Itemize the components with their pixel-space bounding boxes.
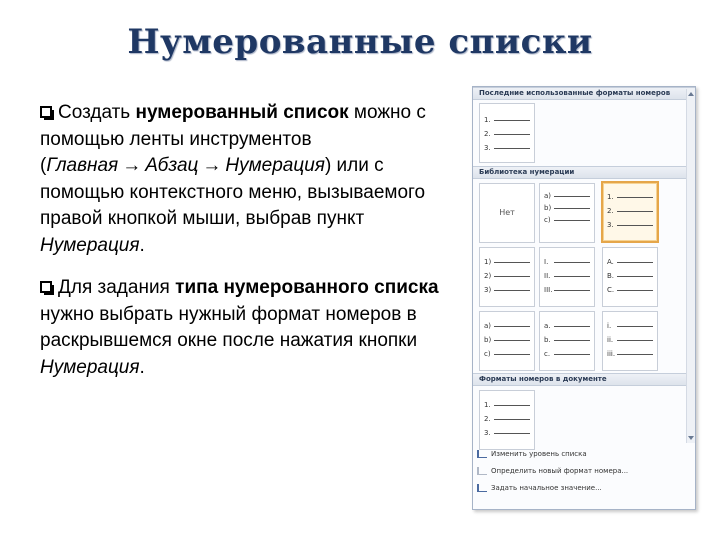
tile-rule <box>494 148 530 149</box>
tile-label: 3. <box>607 221 614 229</box>
tile-rule <box>554 262 590 263</box>
tile-rule <box>617 326 653 327</box>
tile-label: B. <box>607 272 615 280</box>
menu-item-label: Изменить уровень списка <box>491 450 587 458</box>
menu-item-label: Определить новый формат номера... <box>491 467 629 475</box>
tile-label: 3. <box>484 144 491 152</box>
tile-rule <box>494 326 530 327</box>
p1-bold-numbered-list: нумерованный список <box>135 102 349 123</box>
tile-label: III. <box>544 286 553 294</box>
tile-rule <box>554 340 590 341</box>
numbering-tile-letters-dot[interactable] <box>539 311 595 371</box>
p1-italic-numbering: Нумерация <box>225 155 325 176</box>
numbering-tile-letters-paren[interactable] <box>539 183 595 243</box>
tile-rule <box>617 262 653 263</box>
numbering-tile-letters-paren-2[interactable] <box>479 311 535 371</box>
define-new-format-menu-item[interactable] <box>477 464 693 478</box>
tile-label: c) <box>484 350 491 358</box>
recent-formats-header: Последние использованные форматы номеров <box>473 87 695 100</box>
numbering-tile-none[interactable] <box>479 183 535 243</box>
tile-label: a) <box>544 192 552 200</box>
tile-label: 1. <box>607 193 614 201</box>
tile-rule <box>617 290 653 291</box>
tile-label: i. <box>607 322 612 330</box>
arrow-icon: → <box>122 155 142 176</box>
tile-rule <box>617 340 653 341</box>
tile-rule <box>494 290 530 291</box>
numbering-tile-upper-letters[interactable] <box>602 247 658 307</box>
tile-label: 1) <box>484 258 492 266</box>
menu-item-label: Задать начальное значение... <box>491 484 602 492</box>
p1-period: . <box>139 234 145 256</box>
tile-label: A. <box>607 258 614 266</box>
tile-label: II. <box>544 272 551 280</box>
tile-label: 2) <box>484 272 492 280</box>
change-list-level-menu-item[interactable] <box>477 447 693 461</box>
scroll-up-icon[interactable] <box>688 92 694 96</box>
tile-rule <box>494 134 530 135</box>
numbering-library-grid <box>473 179 695 373</box>
slide-body <box>40 100 465 381</box>
tile-rule <box>554 196 590 197</box>
paragraph-2 <box>40 275 465 381</box>
tile-rule <box>494 276 530 277</box>
tile-rule <box>494 419 530 420</box>
tile-label: 1. <box>484 116 491 124</box>
p1-text-c: можно с помощью ленты инструментов ( <box>40 102 426 176</box>
p1-italic-numbering-item: Нумерация <box>40 234 140 256</box>
checkbox-bullet-icon <box>40 106 52 118</box>
tile-label: 1. <box>484 401 491 409</box>
slide-title: Нумерованные списки <box>127 22 593 62</box>
tile-label: 2. <box>607 207 614 215</box>
tile-rule <box>494 340 530 341</box>
tile-rule <box>494 405 530 406</box>
gallery-menu <box>473 447 695 509</box>
tile-label: c. <box>544 350 551 358</box>
tile-label: c) <box>544 216 551 224</box>
tile-rule <box>494 354 530 355</box>
tile-label: 3. <box>484 429 491 437</box>
tile-rule <box>554 276 590 277</box>
recent-formats-grid <box>473 100 695 166</box>
tile-label: iii. <box>607 350 616 358</box>
checkbox-bullet-icon <box>40 281 52 293</box>
numbering-tile-lower-roman[interactable] <box>602 311 658 371</box>
p1-text-g: ) или с помощью контекстного меню, вызываемого правой кнопкой мыши, выбрав пункт <box>40 155 426 229</box>
numbering-tile-document[interactable] <box>479 390 535 450</box>
p2-period: . <box>139 356 145 378</box>
tile-label: I. <box>544 258 549 266</box>
tile-label: b) <box>484 336 492 344</box>
p2-italic-numbering: Нумерация <box>40 356 140 378</box>
none-label: Нет <box>499 208 515 217</box>
p1-italic-paragraph: Абзац <box>145 155 199 176</box>
tile-label: a. <box>544 322 551 330</box>
tile-label: ii. <box>607 336 614 344</box>
p2-text-a: Для задания <box>58 277 176 298</box>
tile-rule <box>554 354 590 355</box>
tile-rule <box>617 197 653 198</box>
tile-rule <box>494 120 530 121</box>
list-level-icon <box>477 450 487 458</box>
tile-label: b. <box>544 336 551 344</box>
tile-rule <box>554 290 590 291</box>
tile-label: 2. <box>484 415 491 423</box>
numbering-library-header: Библиотека нумерации <box>473 166 695 179</box>
tile-rule <box>617 211 653 212</box>
numbering-tile-digits-selected[interactable] <box>601 181 659 243</box>
tile-rule <box>617 225 653 226</box>
document-formats-header: Форматы номеров в документе <box>473 373 695 386</box>
tile-rule <box>494 262 530 263</box>
numbering-gallery <box>472 86 696 510</box>
arrow-icon: → <box>202 155 222 176</box>
new-format-icon <box>477 467 487 475</box>
tile-label: 2. <box>484 130 491 138</box>
tile-rule <box>554 208 590 209</box>
tile-label: C. <box>607 286 615 294</box>
numbering-tile-recent[interactable] <box>479 103 535 163</box>
p1-italic-home: Главная <box>46 155 119 176</box>
start-value-icon <box>477 484 487 492</box>
document-formats-grid <box>473 386 695 452</box>
tile-rule <box>617 354 653 355</box>
tile-rule <box>554 220 590 221</box>
set-start-value-menu-item[interactable] <box>477 481 693 495</box>
tile-label: 3) <box>484 286 492 294</box>
tile-label: b) <box>544 204 552 212</box>
numbering-tile-digits-paren[interactable] <box>479 247 535 307</box>
tile-label: a) <box>484 322 492 330</box>
p1-text-a: Создать <box>58 102 136 123</box>
tile-rule <box>494 433 530 434</box>
p2-bold-list-type: типа нумерованного списка <box>175 277 439 298</box>
tile-rule <box>554 326 590 327</box>
p2-text-c: нужно выбрать нужный формат номеров в раскрывшемся окне после нажатия кнопки <box>40 303 418 351</box>
numbering-tile-roman[interactable] <box>539 247 595 307</box>
paragraph-1 <box>40 100 465 259</box>
tile-rule <box>617 276 653 277</box>
